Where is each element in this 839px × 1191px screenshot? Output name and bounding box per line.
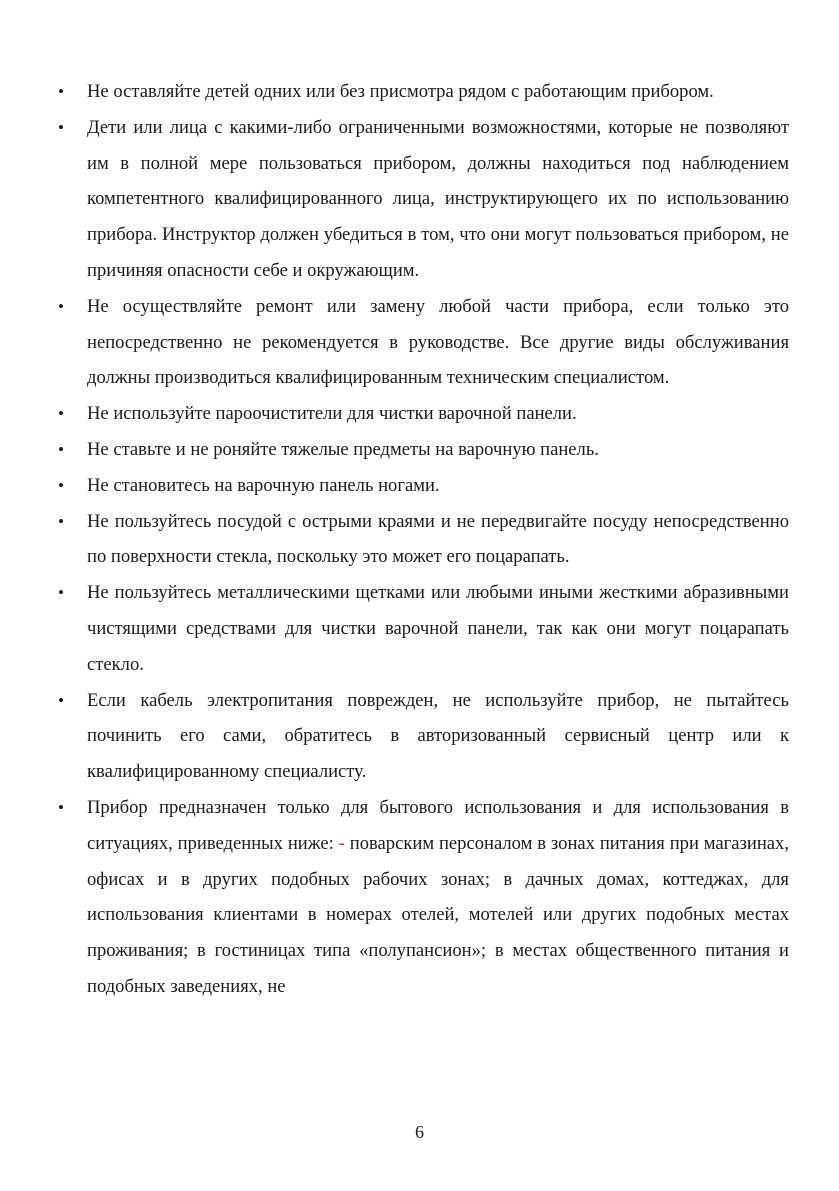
list-item [0, 396, 839, 432]
list-item-text-start: Прибор предназначен только для бытового использования и для использования в ситуациях, приведенных ниже: [87, 796, 789, 854]
red-dash: - [338, 832, 345, 854]
list-item-text: Не осуществляйте ремонт или замену любой части прибора, если только это непосредственно не рекомендуется в руководстве. Все другие виды обслуживания должны производиться квалифицированным техническим специалистом. [87, 295, 789, 389]
list-item-text: Не ставьте и не роняйте тяжелые предметы на варочную панель. [87, 438, 599, 460]
list-item [0, 575, 839, 682]
list-item-text: Если кабель электропитания поврежден, не используйте прибор, не пытайтесь починить его сами, обратитесь в авторизованный сервисный центр или к квалифицированному специалисту. [87, 689, 789, 783]
bullet-icon: • [58, 797, 64, 817]
bullet-icon: • [58, 117, 64, 137]
bullet-icon: • [58, 690, 64, 710]
bullet-icon: • [58, 296, 64, 316]
list-item-text: Не становитесь на варочную панель ногами. [87, 474, 440, 496]
list-item-text: Не используйте пароочистители для чистки варочной панели. [87, 403, 577, 425]
page-number: 6 [415, 1122, 424, 1142]
list-item [0, 790, 839, 1005]
list-item [0, 432, 839, 468]
bullet-icon: • [58, 82, 64, 101]
list-item-text: Не оставляйте детей одних или без присмотра рядом с работающим прибором. [87, 81, 714, 102]
list-item-text: Дети или лица с какими-либо ограниченными возможностями, которые не позволяют им в полной мере пользоваться прибором, должны находиться под наблюдением компетентного квалифицированного лица, инструктирующего их по использованию прибора. Инструктор должен убедиться в том, что они могут пользоваться прибором, не причиняя опасности себе и окружающим. [87, 116, 789, 281]
list-item-text: Не пользуйтесь посудой с острыми краями и не передвигайте посуду непосредственно по поверхности стекла, поскольку это может его поцарапать. [87, 510, 789, 568]
bullet-icon: • [58, 475, 64, 495]
list-item [0, 110, 839, 289]
bullet-icon: • [58, 404, 64, 424]
list-item [0, 74, 839, 110]
list-item [0, 468, 839, 504]
bullet-icon: • [58, 511, 64, 531]
list-item-text-end: поварским персоналом в зонах питания при магазинах, офисах и в других подобных рабочих зонах; в дачных домах, коттеджах, для использования клиентами в номерах отелей, мотелей или других подобных местах проживания; в гостиницах типа «полупансион»; в местах общественного питания и подобных заведениях, не [87, 832, 789, 997]
list-item-text: Не пользуйтесь металлическими щетками или любыми иными жесткими абразивными чистящими средствами для чистки варочной панели, так как они могут поцарапать стекло. [87, 582, 789, 675]
list-item [0, 504, 839, 576]
bullet-icon: • [58, 583, 64, 603]
list-item [0, 683, 839, 790]
safety-instructions-list [0, 74, 839, 1005]
list-item [0, 289, 839, 396]
bullet-icon: • [58, 439, 64, 459]
